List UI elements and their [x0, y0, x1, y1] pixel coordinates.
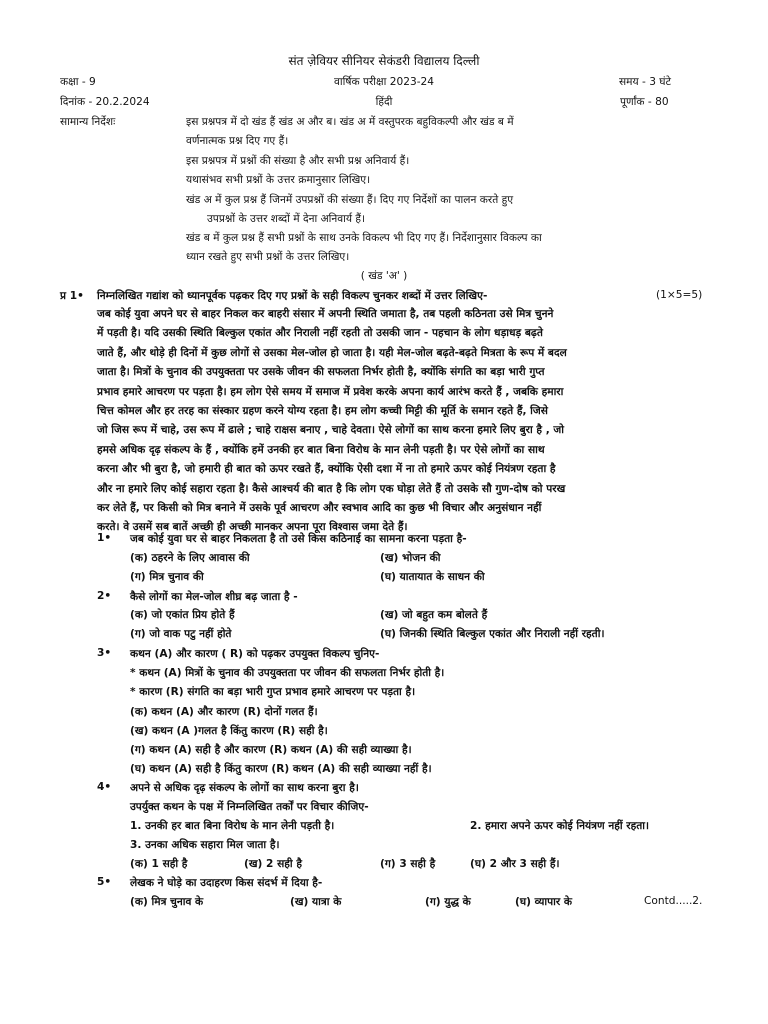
subq-number: 3•	[97, 647, 112, 659]
option-gha: (घ) कथन (A) सही है किंतु कारण (R) कथन (A) की सही व्याख्या नहीं है।	[130, 763, 432, 775]
argument-point: 2. हमारा अपने ऊपर कोई नियंत्रण नहीं रहता।	[470, 820, 650, 832]
subq-text: लेखक ने घोड़े का उदाहरण किस संदर्भ में दिया है-	[130, 877, 323, 889]
option-kha: (ख) जो बहुत कम बोलते हैं	[380, 609, 488, 621]
reason-line: * कारण (R) संगति का बड़ा भारी गुप्त प्रभाव हमारे आचरण पर पड़ता है।	[130, 686, 416, 698]
class-label: कक्षा - 9	[60, 76, 96, 88]
continued-note: Contd.....2.	[644, 895, 703, 907]
subq-number: 2•	[97, 590, 112, 602]
passage-line: और ना हमारे लिए कोई सहारा रहता है। कैसे आश्चर्य की बात है कि लोग एक घोड़ा लेते हैं तो उसके सौ गुण-दोष को परख	[97, 482, 566, 495]
option-kha: (ख) कथन (A )गलत है किंतु कारण (R) सही है।	[130, 725, 328, 737]
subq-text-2: उपर्युक्त कथन के पक्ष में निम्नलिखित तर्कों पर विचार कीजिए-	[130, 801, 369, 813]
passage-line: प्रभाव हमारे आचरण पर पड़ता है। हम लोग ऐसे समय में समाज में प्रवेश करके अपना कार्य आरंभ करते हैं , जबकि हमारा	[97, 385, 564, 398]
subq-number: 5•	[97, 876, 112, 888]
option-kha: (ख) 2 सही है	[244, 858, 302, 870]
subq-number: 4•	[97, 781, 112, 793]
passage-line: में पड़ती है। यदि उसकी स्थिति बिल्कुल एकांत और निराली नहीं रहती तो उसकी जान - पहचान के लोग धड़ाधड़ बढ़ते	[97, 327, 543, 340]
passage-line: हमसे अधिक दृढ़ संकल्प के हैं , क्योंकि हमें उनकी हर बात बिना विरोध के मान लेनी पड़ती है। पर ऐसे लोगों का साथ	[97, 443, 545, 456]
school-name: संत ज़ेवियर सीनियर सेकंडरी विद्यालय दिल्ली	[288, 54, 480, 68]
instruction-line: इस प्रश्नपत्र में प्रश्नों की संख्या है और सभी प्रश्न अनिवार्य हैं।	[186, 155, 410, 167]
passage-line: चित्त कोमल और हर तरह का संस्कार ग्रहण करने योग्य रहता है। हम लोग कच्ची मिट्टी की मूर्ति के समान रहते हैं, जिसे	[97, 405, 548, 418]
passage-line: जो जिस रूप में चाहे, उस रूप में ढाले ; चाहे राक्षस बनाए , चाहे देवता। ऐसे लोगों का साथ करना हमारे लिए बुरा है , जो	[97, 424, 565, 437]
passage-line: जाते हैं, और थोड़े ही दिनों में कुछ लोगों से उसका मेल-जोल हो जाता है। यही मेल-जोल बढ़ते-बढ़ते मित्रता के रूप में बदल	[97, 346, 567, 359]
time-label: समय - 3 घंटे	[619, 76, 671, 88]
exam-title: वार्षिक परीक्षा 2023-24	[333, 76, 435, 88]
instruction-line: वर्णनात्मक प्रश्न दिए गए हैं।	[186, 135, 289, 147]
date-label: दिनांक - 20.2.2024	[60, 96, 150, 108]
option-ga: (ग) युद्ध के	[425, 896, 471, 908]
subq-text: कैसे लोगों का मेल-जोल शीघ्र बढ़ जाता है -	[130, 591, 298, 603]
subq-text: जब कोई युवा घर से बाहर निकलता है तो उसे किस कठिनाई का सामना करना पड़ता है-	[130, 533, 467, 545]
option-gha: (घ) जिनकी स्थिति बिल्कुल एकांत और निराली नहीं रहती।	[380, 628, 605, 640]
instruction-line: खंड ब में कुल प्रश्न हैं सभी प्रश्नों के साथ उनके विकल्प भी दिए गए हैं। निर्देशानुसार विकल्प का	[186, 232, 542, 244]
option-ga: (ग) मित्र चुनाव की	[130, 571, 204, 583]
option-ga: (ग) कथन (A) सही है और कारण (R) कथन (A) की सही व्याख्या है।	[130, 744, 412, 756]
option-ka: (क) जो एकांत प्रिय होते हैं	[130, 609, 235, 621]
passage-line: कर लेते हैं, पर किसी को मित्र बनाने में उसके पूर्व आचरण और स्वभाव आदि का कुछ भी विचार और अनुसंधान नहीं	[97, 502, 542, 515]
passage-line: जब कोई युवा अपने घर से बाहर निकल कर बाहरी संसार में अपनी स्थिति जमाता है, तब पहली कठिनता उसे मित्र चुनने	[97, 308, 554, 320]
option-ka: (क) मित्र चुनाव के	[130, 896, 204, 908]
option-ga: (ग) 3 सही है	[380, 858, 436, 870]
subq-text: कथन (A) और कारण ( R) को पढ़कर उपयुक्त विकल्प चुनिए-	[130, 648, 380, 660]
subject-label: हिंदी	[375, 96, 393, 108]
option-gha: (घ) 2 और 3 सही हैं।	[470, 858, 560, 870]
question-prompt: निम्नलिखित गद्यांश को ध्यानपूर्वक पढ़कर दिए गए प्रश्नों के सही विकल्प चुनकर शब्दों में उत्तर लिखिए-	[97, 290, 488, 302]
option-gha: (घ) यातायात के साधन की	[380, 571, 485, 583]
option-ka: (क) ठहरने के लिए आवास की	[130, 552, 250, 564]
option-gha: (घ) व्यापार के	[515, 896, 573, 908]
section-title: ( खंड 'अ' )	[360, 270, 408, 282]
instruction-line: ध्यान रखते हुए सभी प्रश्नों के उत्तर लिखिए।	[186, 251, 350, 263]
option-ka: (क) कथन (A) और कारण (R) दोनों गलत हैं।	[130, 706, 318, 718]
option-ga: (ग) जो वाक पटु नहीं होते	[130, 628, 232, 640]
instruction-line: इस प्रश्नपत्र में दो खंड हैं खंड अ और ब। खंड अ में वस्तुपरक बहुविकल्पी और खंड ब में	[186, 116, 514, 128]
argument-point: 3. उनका अधिक सहारा मिल जाता है।	[130, 839, 280, 851]
instruction-line: खंड अ में कुल प्रश्न हैं जिनमें उपप्रश्नों की संख्या हैं। दिए गए निर्देशों का पालन करते हुए	[186, 194, 514, 206]
option-kha: (ख) भोजन की	[380, 552, 441, 564]
subq-number: 1•	[97, 532, 112, 544]
passage	[97, 305, 707, 538]
instruction-line: यथासंभव सभी प्रश्नों के उत्तर क्रमानुसार लिखिए।	[186, 174, 371, 186]
argument-point: 1. उनकी हर बात बिना विरोध के मान लेनी पड़ती है।	[130, 820, 335, 832]
instructions-label: सामान्य निर्देशः	[60, 116, 116, 128]
option-ka: (क) 1 सही है	[130, 858, 188, 870]
passage-line: जाता है। मित्रों के चुनाव की उपयुक्तता पर उसके जीवन की सफलता निर्भर होती है, क्योंकि संगति का बड़ा भारी गुप्त	[97, 366, 545, 379]
assertion-line: * कथन (A) मित्रों के चुनाव की उपयुक्तता पर जीवन की सफलता निर्भर होती है।	[130, 667, 445, 679]
question-number: प्र 1•	[60, 290, 84, 302]
instruction-line: उपप्रश्नों के उत्तर शब्दों में देना अनिवार्य हैं।	[207, 213, 366, 225]
marks-label: पूर्णांक - 80	[620, 96, 669, 108]
passage-line: करते। वे उसमें सब बातें अच्छी ही अच्छी मानकर अपना पूरा विश्वास जमा देते हैं।	[97, 521, 408, 534]
passage-line: करना और भी बुरा है, जो हमारी ही बात को ऊपर रखते हैं, क्योंकि ऐसी दशा में ना तो हमारे ऊपर कोई नियंत्रण रहता है	[97, 463, 556, 476]
subq-text: अपने से अधिक दृढ़ संकल्प के लोगों का साथ करना बुरा है।	[130, 782, 359, 794]
option-kha: (ख) यात्रा के	[290, 896, 342, 908]
question-marks: (1×5=5)	[656, 289, 703, 301]
